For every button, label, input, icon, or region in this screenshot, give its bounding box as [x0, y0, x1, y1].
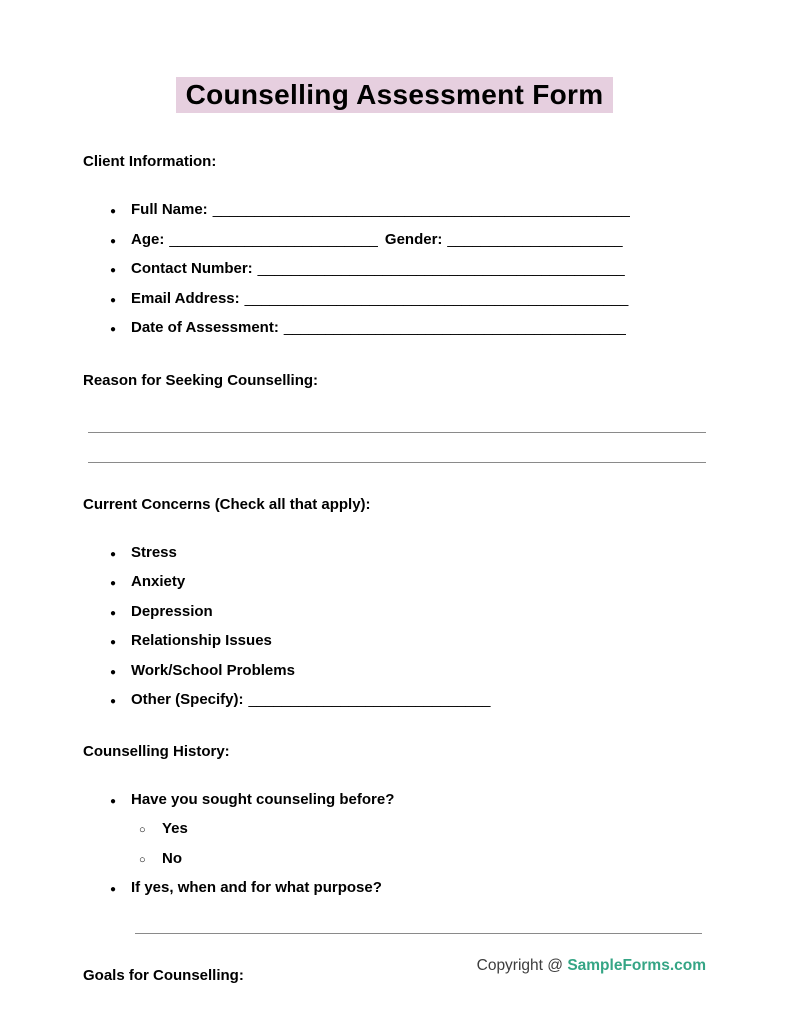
- field-label-email-address: Email Address:: [131, 289, 240, 307]
- bullet-icon: ●: [110, 235, 117, 247]
- field-blank-full-name: __________________________________________________: [212, 201, 630, 218]
- field-blank-email-address: ______________________________________________: [244, 289, 629, 307]
- sampleforms-link[interactable]: SampleForms.com: [567, 957, 706, 974]
- blank-write-line: [88, 432, 706, 433]
- field-row-email-address: [110, 285, 706, 315]
- title-container: [83, 0, 706, 113]
- page-title: Counselling Assessment Form: [176, 77, 614, 113]
- client-info-list: [83, 196, 706, 344]
- field-row-contact-number: [110, 255, 706, 285]
- field-row-full-name: [110, 196, 706, 226]
- field-label-other-specify: Other (Specify):: [131, 691, 244, 708]
- option-label-no: No: [162, 849, 182, 867]
- bullet-icon: ●: [110, 696, 117, 707]
- bullet-icon: ●: [110, 548, 117, 560]
- concern-item-work-school-problems: [110, 657, 706, 687]
- concerns-list: [83, 539, 706, 716]
- field-label-contact-number: Contact Number:: [131, 260, 253, 277]
- history-question-label: Have you sought counseling before?: [131, 790, 395, 808]
- concern-item-anxiety: [110, 568, 706, 598]
- field-blank-other-specify: _____________________________: [248, 691, 491, 708]
- field-blank-gender: _____________________: [447, 230, 623, 248]
- field-label-gender: Gender:: [384, 230, 443, 248]
- concern-item-other: [110, 686, 706, 716]
- history-question-if-yes: [110, 874, 706, 904]
- field-label-date-of-assessment: Date of Assessment:: [131, 319, 279, 336]
- heading-goals-for-counselling: Goals for Counselling:: [83, 966, 244, 984]
- bullet-icon: ●: [110, 206, 117, 217]
- bullet-icon: ●: [110, 795, 117, 807]
- bullet-icon: ●: [110, 884, 117, 895]
- history-option-yes: [139, 815, 706, 845]
- option-label-yes: Yes: [162, 820, 188, 837]
- field-label-full-name: Full Name:: [131, 201, 208, 218]
- concern-label: Depression: [131, 602, 213, 620]
- concern-item-depression: [110, 598, 706, 628]
- heading-counselling-history: Counselling History:: [83, 742, 230, 760]
- heading-reason-for-counselling: Reason for Seeking Counselling:: [83, 371, 319, 389]
- field-row-age-gender: [110, 226, 706, 256]
- field-blank-age: _________________________: [169, 230, 378, 248]
- field-blank-contact-number: ____________________________________________: [257, 260, 625, 277]
- blank-write-line: [135, 933, 702, 934]
- concern-label: Work/School Problems: [131, 661, 295, 679]
- circle-bullet-icon: ○: [139, 853, 146, 866]
- history-options-list: [110, 815, 706, 874]
- concern-label: Relationship Issues: [131, 632, 272, 649]
- bullet-icon: ●: [110, 324, 117, 335]
- bullet-icon: ●: [110, 666, 117, 678]
- bullet-icon: ●: [110, 637, 117, 648]
- circle-bullet-icon: ○: [139, 824, 146, 836]
- copyright-text: Copyright @: [476, 957, 568, 974]
- history-question-label: If yes, when and for what purpose?: [131, 879, 382, 896]
- field-label-age: Age:: [131, 230, 165, 248]
- bullet-icon: ●: [110, 607, 117, 619]
- history-list: [83, 786, 706, 904]
- history-question-sought-before: [110, 786, 706, 875]
- heading-current-concerns: Current Concerns (Check all that apply):: [83, 495, 371, 513]
- bullet-icon: ●: [110, 294, 117, 306]
- field-row-date-of-assessment: [110, 314, 706, 344]
- concern-item-relationship-issues: [110, 627, 706, 657]
- concern-label: Stress: [131, 543, 177, 561]
- heading-client-information: Client Information:: [83, 153, 217, 170]
- concern-label: Anxiety: [131, 573, 186, 590]
- concern-item-stress: [110, 539, 706, 569]
- history-option-no: [139, 845, 706, 875]
- footer-copyright: [477, 956, 706, 976]
- blank-write-line: [88, 462, 706, 463]
- bullet-icon: ●: [110, 265, 117, 276]
- bullet-icon: ●: [110, 578, 117, 589]
- field-blank-date-of-assessment: _________________________________________: [283, 319, 626, 336]
